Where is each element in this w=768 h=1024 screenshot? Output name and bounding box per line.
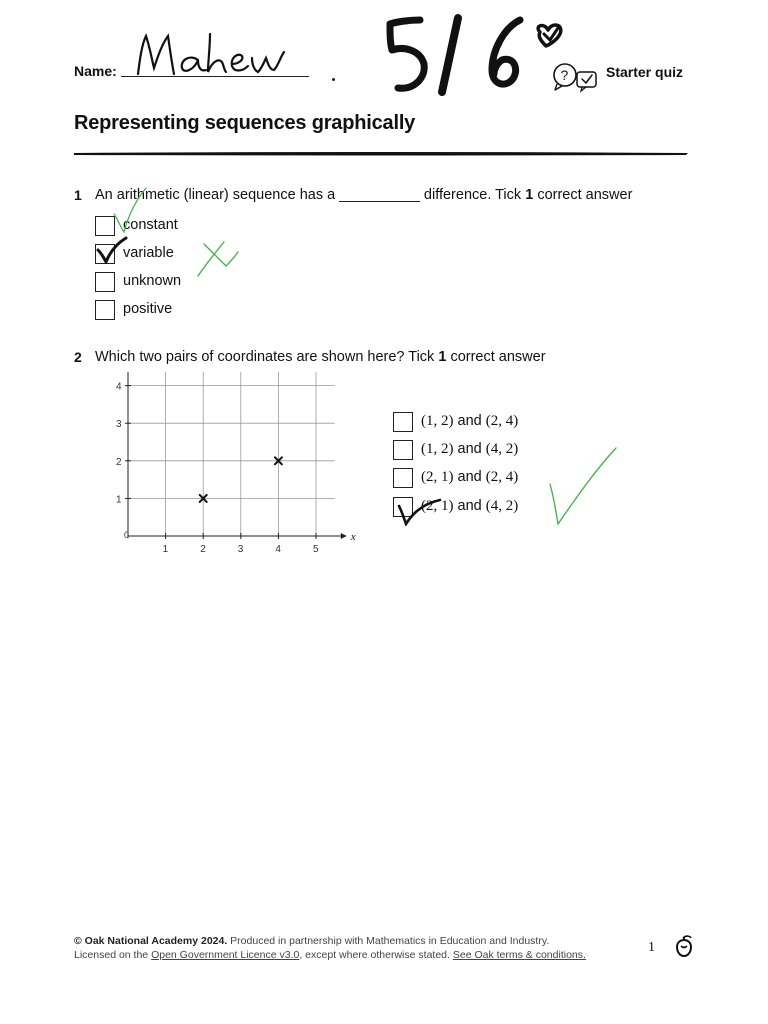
x-tick-label: 1 [162,544,169,554]
and-word: and [457,413,482,429]
handwritten-score [380,10,580,96]
footer-line-2 [74,948,586,962]
partnership-text: Produced in partnership with Mathematics in Education and Industry. [230,935,550,947]
q1-text-after: difference. Tick [423,187,522,203]
handwritten-name [128,28,288,82]
coordinate-grid [110,372,360,554]
licence-intro: Licensed on the [74,949,149,961]
q1-text-end: correct answer [537,187,633,203]
terms-link[interactable]: See Oak terms & conditions. [452,949,586,961]
q1-option-label: variable [123,245,174,261]
coord-a: (1, 2) [421,413,454,429]
question-check-icon [551,60,599,94]
origin-label: 0 [124,530,130,540]
q2-checkbox-1[interactable] [393,412,413,432]
page-number: 1 [648,940,655,955]
q2-option-label [421,469,518,486]
coord-b: (4, 2) [485,441,519,457]
name-label: Name: [74,63,117,79]
q2-text-end: correct answer [450,349,546,365]
q2-checkbox-2[interactable] [393,440,413,460]
x-tick-label: 4 [275,544,281,554]
quiz-type-label: Starter quiz [606,64,684,80]
and-word: and [457,498,482,514]
q1-text-before: An arithmetic (linear) sequence has a [95,187,336,203]
title-divider [74,150,688,156]
svg-text:?: ? [560,67,569,83]
green-tick-mark [546,444,620,528]
green-marking-stroke [110,184,150,234]
pen-tick-mark [94,236,130,268]
coord-b: (4, 2) [485,498,519,514]
q1-checkbox-positive[interactable] [95,300,115,320]
green-cross-mark [194,236,242,280]
question-1-text [95,187,632,203]
oak-acorn-icon [673,934,695,958]
copyright: © Oak National Academy 2024. [74,935,228,947]
licence-note: , except where otherwise stated. [299,949,450,961]
x-axis-label: x [350,531,356,543]
q1-blank: __________ [339,187,420,203]
x-axis-arrow [341,533,347,539]
q1-tick-count: 1 [525,187,534,203]
x-tick-label: 3 [237,544,244,554]
coord-b: (2, 4) [485,413,519,429]
page-title: Representing sequences graphically [74,112,416,134]
question-2-number: 2 [74,349,82,365]
stray-dot [332,78,335,81]
q1-option-label: positive [123,301,173,317]
question-2-text [95,349,546,365]
coord-a: (1, 2) [421,441,454,457]
y-tick-label: 1 [116,494,122,506]
coord-b: (2, 4) [485,469,519,485]
coord-a: (2, 1) [421,498,454,514]
footer-credits [74,934,586,962]
question-1-number: 1 [74,187,82,203]
licence-link[interactable]: Open Government Licence v3.0 [151,949,300,961]
and-word: and [457,441,482,457]
q2-checkbox-3[interactable] [393,468,413,488]
y-tick-label: 3 [116,419,122,431]
q2-option-label [421,441,518,458]
q2-option-label [421,413,518,430]
y-tick-label: 2 [116,456,122,468]
q1-checkbox-unknown[interactable] [95,272,115,292]
q2-tick-count: 1 [438,349,447,365]
coord-a: (2, 1) [421,469,454,485]
and-word: and [457,469,482,485]
footer-line-1 [74,934,586,948]
y-tick-label: 4 [116,381,122,393]
x-tick-label: 2 [200,544,206,554]
x-tick-label: 5 [313,544,319,554]
q2-text: Which two pairs of coordinates are shown here? Tick [95,349,435,365]
pen-tick-mark [396,496,444,526]
q1-option-label: unknown [123,273,182,289]
q1-option-label: constant [123,217,178,233]
